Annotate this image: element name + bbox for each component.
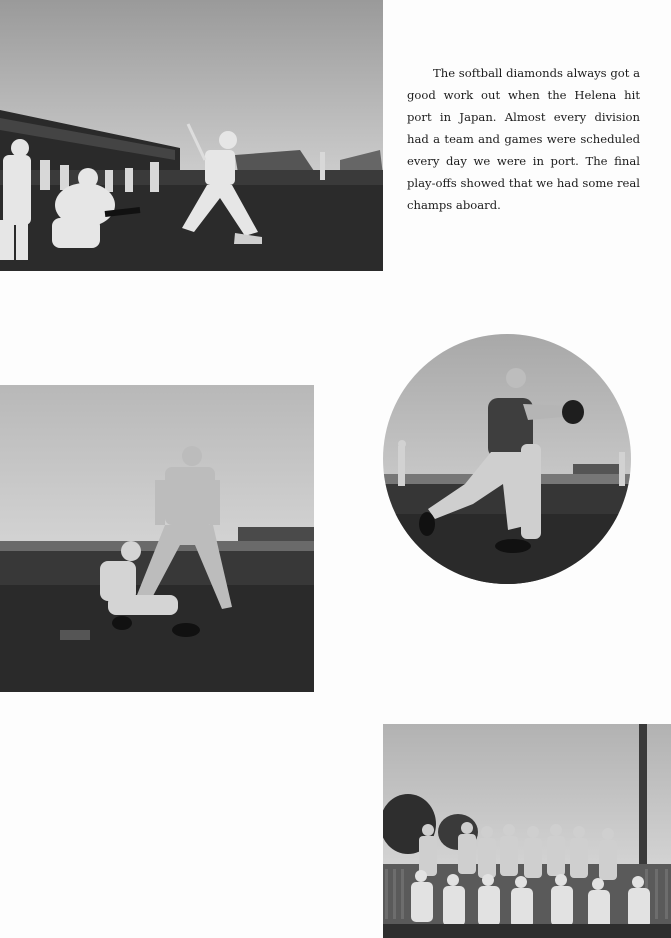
photo-slide [0, 385, 314, 692]
photo-catch [383, 334, 631, 584]
photo-team [383, 724, 671, 938]
photo-batter [0, 0, 383, 271]
caption-text: The softball diamonds always got a good work out when the Helena hit port in Japan. Almost every division had a team and games were scheduled every day we were in port. The final play-offs showed that we had some real champs aboard. [407, 66, 640, 212]
